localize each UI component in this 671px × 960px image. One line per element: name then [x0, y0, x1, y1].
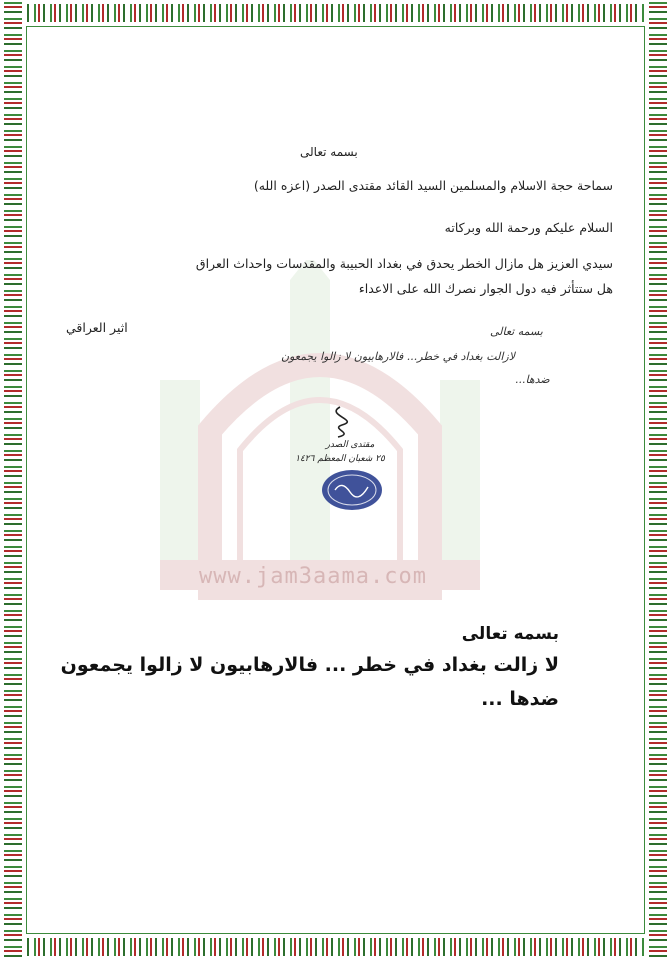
- letter-salam: السلام عليكم ورحمة الله وبركاته: [444, 220, 613, 235]
- letter-sender: اثير العراقي: [66, 320, 128, 335]
- seal-stamp-icon: [322, 470, 382, 510]
- signature-and-seal: [280, 395, 400, 515]
- letter-bismillah: بسمه تعالى: [300, 145, 358, 159]
- border-top: [0, 0, 671, 26]
- letter-body-line1: سيدي العزيز هل مازال الخطر يحدق في بغداد الحبيبة والمقدسات واحداث العراق: [195, 256, 613, 271]
- signature-date: ٢٥ شعبان المعظم ١٤٢٦: [295, 454, 385, 464]
- handwritten-heading: بسمه تعالى: [490, 325, 543, 338]
- typed-heading: بسمه تعالى: [461, 624, 559, 644]
- typed-line2: ضدها ...: [481, 688, 559, 710]
- letter-body-line2: هل ستتأثر فيه دول الجوار نصرك الله على الاعداء: [358, 281, 613, 296]
- handwritten-line2: ضدها...: [515, 373, 550, 386]
- border-bottom: [0, 934, 671, 960]
- watermark-site-url: www.jam3aama.com: [199, 564, 427, 589]
- border-right: [645, 0, 671, 960]
- border-left: [0, 0, 26, 960]
- signature-name: مقتدى الصدر: [325, 440, 375, 450]
- typed-line1: لا زالت بغداد في خطر ... فالارهابيون لا زالوا يجمعون: [60, 654, 559, 676]
- signature-mark-icon: [336, 407, 347, 437]
- letter-address: سماحة حجة الاسلام والمسلمين السيد القائد مقتدى الصدر (اعزه الله): [253, 178, 613, 193]
